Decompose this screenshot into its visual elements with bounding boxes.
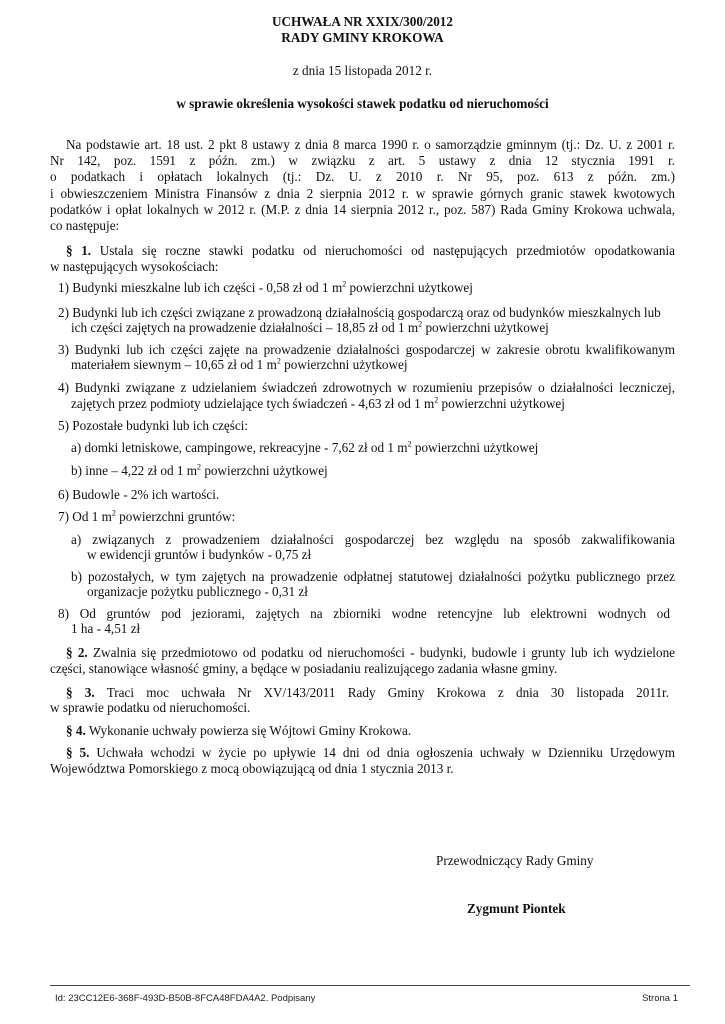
paragraph-mark: § 2.: [66, 645, 88, 660]
list-subitem-5a: a) domki letniskowe, campingowe, rekreacyjne - 7,62 zł od 1 $m^2$ powierzchni użytkowej: [71, 439, 539, 455]
paragraph-mark: § 4.: [66, 723, 86, 738]
paragraph-mark: § 3.: [66, 685, 95, 700]
paragraph-1-intro-cont: w następujących wysokościach:: [50, 259, 219, 274]
document-title: UCHWAŁA NR XXIX/300/2012: [272, 14, 453, 29]
list-item-1: 1) Budynki mieszkalne lub ich części - 0,58 zł od 1 $m^2$ powierzchni użytkowej: [58, 279, 473, 295]
preamble-line: Nr 142, poz. 1591 z późn. zm.) w związku z art. 5 ustawy z dnia 12 stycznia 1991 r.: [50, 153, 675, 168]
preamble-line: co następuje:: [50, 218, 120, 233]
list-item-6: 6) Budowle - 2% ich wartości.: [58, 487, 220, 502]
document-subject: w sprawie określenia wysokości stawek podatku od nieruchomości: [176, 96, 549, 111]
signature-role: Przewodniczący Rady Gminy: [436, 853, 594, 868]
paragraph-mark: § 5.: [66, 745, 90, 760]
preamble-line: Na podstawie art. 18 ust. 2 pkt 8 ustawy z dnia 8 marca 1990 r. o samorządzie gminnym (tj.: Dz. U. z 2001 r.: [66, 137, 675, 152]
footer-divider: [50, 985, 690, 986]
paragraph-4: § 4. Wykonanie uchwały powierza się Wójtowi Gminy Krokowa.: [66, 723, 412, 738]
document-date: z dnia 15 listopada 2012 r.: [292, 63, 433, 78]
preamble-line: podatków i opłat lokalnych w 2012 r. (M.P. z dnia 14 sierpnia 2012 r., poz. 587) Rada Gminy Krokowa uchwala,: [50, 202, 675, 217]
paragraph-1-intro: § 1. Ustala się roczne stawki podatku od nieruchomości od następujących przedmiotów opodatkowania: [66, 243, 675, 258]
signature-name: Zygmunt Piontek: [467, 901, 566, 916]
footer-document-id: Id: 23CC12E6-368F-493D-B50B-8FCA48FDA4A2. Podpisany: [55, 993, 316, 1004]
footer-page-number: Strona 1: [642, 993, 678, 1004]
preamble-line: o podatkach i opłatach lokalnych (tj.: Dz. U. z 2010 r. Nr 95, poz. 613 z późn. zm.): [50, 169, 675, 184]
paragraph-mark: § 1.: [66, 243, 92, 258]
document-issuer: RADY GMINY KROKOWA: [281, 30, 444, 45]
list-subitem-5b: b) inne – 4,22 zł od 1 $m^2$ powierzchni użytkowej: [71, 462, 328, 478]
preamble-line: i obwieszczeniem Ministra Finansów z dnia 2 sierpnia 2012 r. w sprawie górnych granic stawek kwotowych: [50, 186, 675, 201]
